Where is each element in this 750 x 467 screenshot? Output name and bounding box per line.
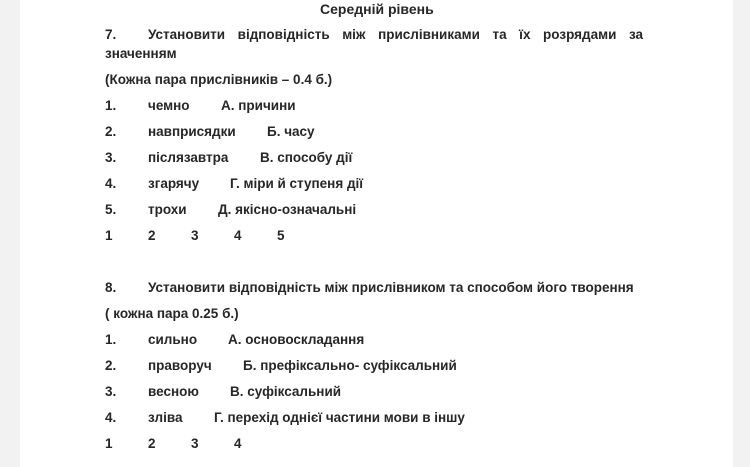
task7-row-word: згарячу	[148, 176, 200, 191]
task7-row-option: Б. часу	[267, 124, 315, 139]
task8-row-num: 4.	[105, 410, 117, 425]
task7-row-word: трохи	[148, 202, 187, 217]
task8-row-option: В. суфіксальний	[230, 384, 342, 399]
task7-row-num: 5.	[105, 202, 117, 217]
task8-row-option: Б. префіксально- суфіксальний	[243, 358, 457, 373]
task8-row-num: 2.	[105, 358, 117, 373]
task7-row-num: 3.	[105, 150, 117, 165]
task7-number: 7.	[105, 27, 117, 42]
task7-row-option: А. причини	[221, 98, 296, 113]
task7-answer-number: 5	[277, 228, 285, 243]
task7-title-line2: значенням	[105, 46, 177, 61]
section-heading: Середній рівень	[320, 1, 434, 17]
task8-row-option: А. основоскладання	[228, 332, 365, 347]
task7-scoring: (Кожна пара прислівників – 0.4 б.)	[105, 72, 333, 87]
task8-row-num: 1.	[105, 332, 117, 347]
task7-title-line1: Установити відповідність між прислівниками та їх розрядами за	[148, 27, 643, 42]
task7-row-option: Г. міри й ступеня дії	[230, 176, 364, 191]
task7-row-word: післязавтра	[148, 150, 229, 165]
task7-row-option: Д. якісно-означальні	[218, 202, 357, 217]
task8-row-word: весною	[148, 384, 199, 399]
task8-row-num: 3.	[105, 384, 117, 399]
task8-answer-number: 2	[148, 436, 156, 451]
task7-answer-number: 4	[234, 228, 242, 243]
task7-row-num: 2.	[105, 124, 117, 139]
task8-answer-number: 1	[105, 436, 113, 451]
task8-answer-number: 3	[191, 436, 199, 451]
task8-row-word: сильно	[148, 332, 198, 347]
task7-row-num: 4.	[105, 176, 117, 191]
task8-title: Установити відповідність між прислівником та способом його творення	[148, 280, 634, 295]
task7-answer-number: 3	[191, 228, 199, 243]
task8-row-word: праворуч	[148, 358, 212, 373]
task8-row-word: зліва	[148, 410, 183, 425]
task7-row-word: чемно	[148, 98, 190, 113]
task7-answer-number: 2	[148, 228, 156, 243]
task7-answer-number: 1	[105, 228, 113, 243]
task8-answer-number: 4	[234, 436, 242, 451]
task7-row-option: В. способу дії	[260, 150, 353, 165]
task7-row-word: навприсядки	[148, 124, 236, 139]
task8-row-option: Г. перехід однієї частини мови в іншу	[214, 410, 465, 425]
task7-row-num: 1.	[105, 98, 117, 113]
task8-scoring: ( кожна пара 0.25 б.)	[105, 306, 239, 321]
task8-number: 8.	[105, 280, 117, 295]
document-page	[20, 0, 733, 467]
